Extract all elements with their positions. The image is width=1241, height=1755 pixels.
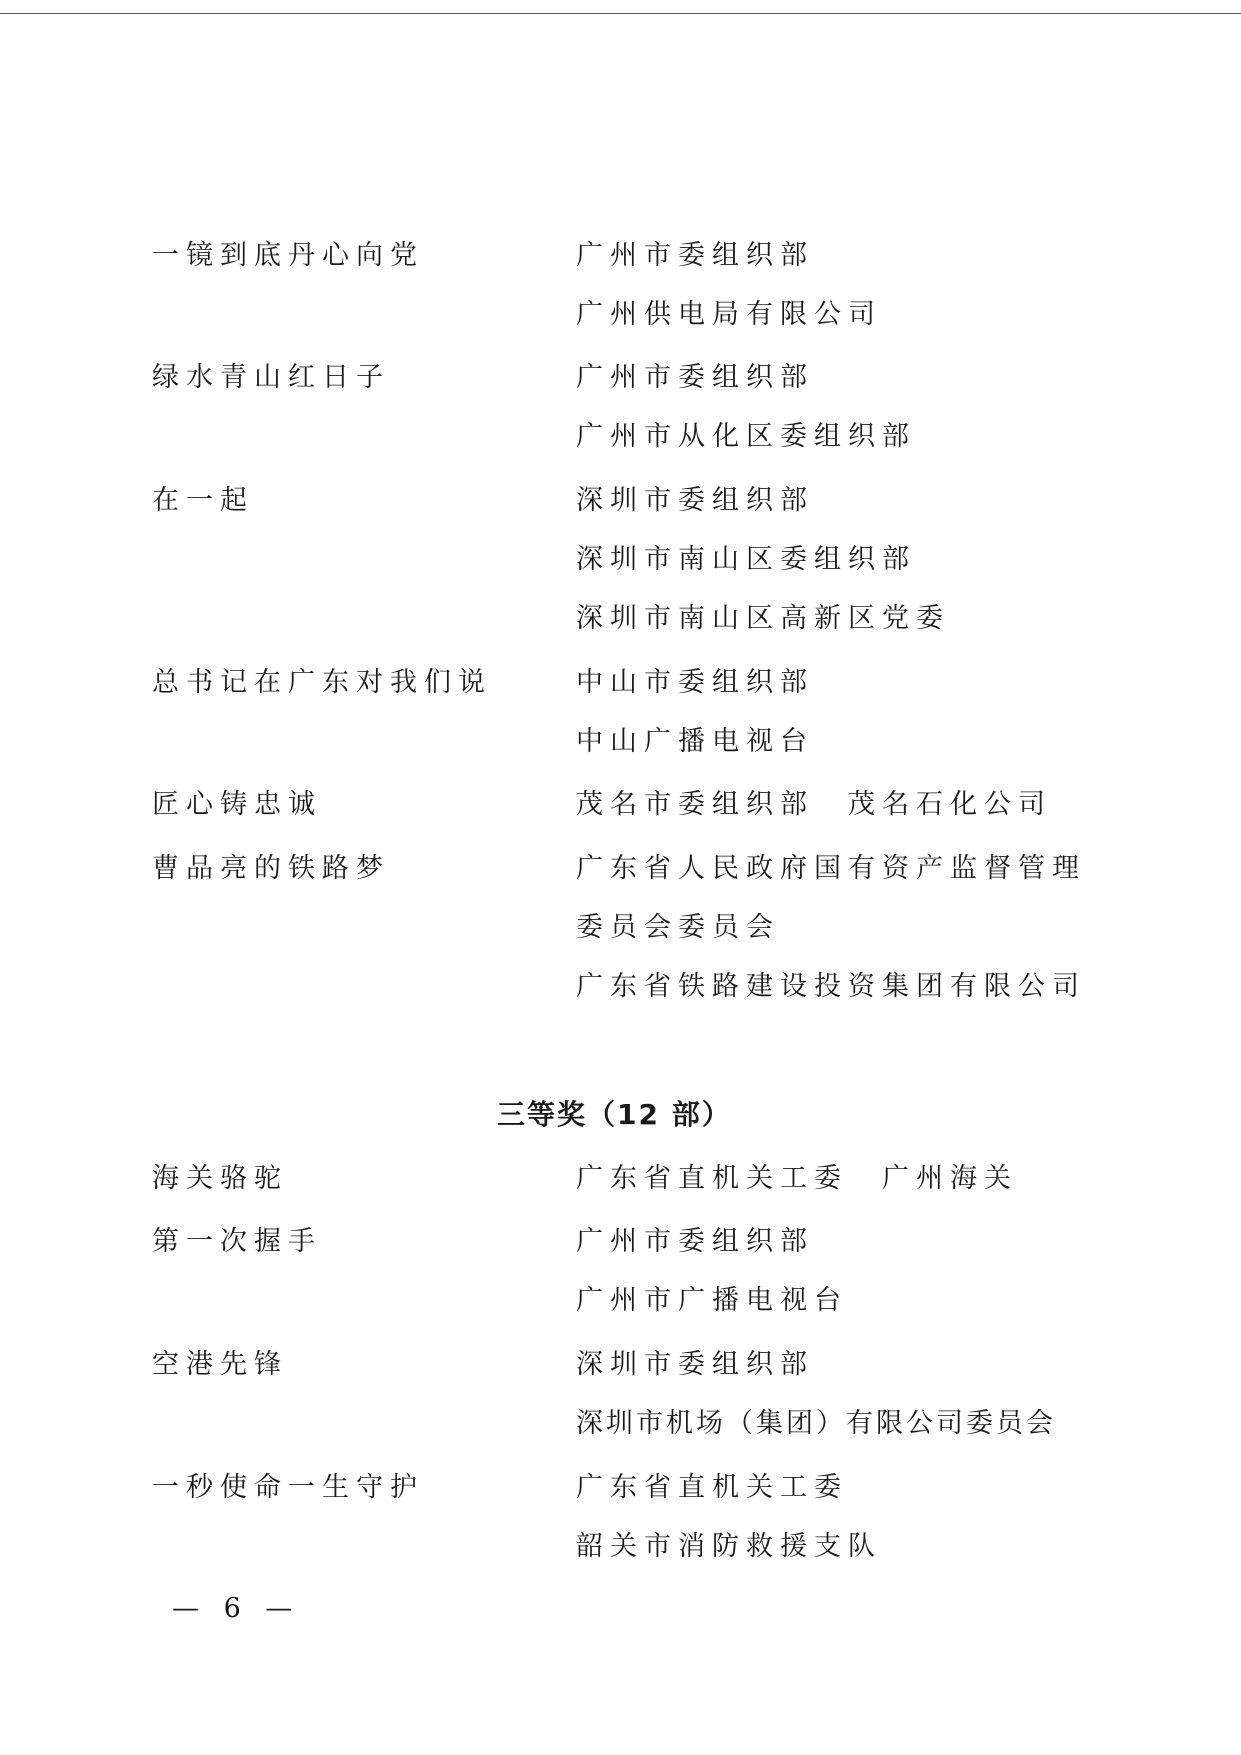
entry-org: 深圳市机场（集团）有限公司委员会 xyxy=(576,1408,1056,1439)
entry-title: 空港先锋 xyxy=(152,1349,288,1380)
entry-title: 绿水青山红日子 xyxy=(152,362,390,393)
entry-title: 第一次握手 xyxy=(152,1226,322,1257)
entry-org: 深圳市委组织部 xyxy=(576,1349,814,1380)
entry-org: 广州市委组织部 xyxy=(576,362,814,393)
entry-title: 在一起 xyxy=(152,485,254,516)
entry-org: 广州市从化区委组织部 xyxy=(576,421,916,452)
entry-title: 曹品亮的铁路梦 xyxy=(152,853,390,884)
entry-org: 广州市委组织部 xyxy=(576,240,814,271)
entry-org: 广州供电局有限公司 xyxy=(576,299,882,330)
entry-org: 茂名市委组织部 茂名石化公司 xyxy=(576,789,1052,820)
entry-org: 中山市委组织部 xyxy=(576,667,814,698)
entry-title: 匠心铸忠诚 xyxy=(152,789,322,820)
entry-org: 深圳市委组织部 xyxy=(576,485,814,516)
page-number: — 6 — xyxy=(172,1593,301,1624)
top-rule xyxy=(0,13,1241,14)
entry-title: 一秒使命一生守护 xyxy=(152,1472,424,1503)
entry-title: 海关骆驼 xyxy=(152,1163,288,1194)
entry-org: 广州市广播电视台 xyxy=(576,1285,848,1316)
entry-org: 深圳市南山区高新区党委 xyxy=(576,603,950,634)
entry-org: 广东省直机关工委 广州海关 xyxy=(576,1163,1018,1194)
entry-org: 深圳市南山区委组织部 xyxy=(576,544,916,575)
entry-org: 广东省直机关工委 xyxy=(576,1472,848,1503)
entry-title: 总书记在广东对我们说 xyxy=(152,667,492,698)
entry-org: 广东省人民政府国有资产监督管理 xyxy=(576,853,1086,884)
entry-org: 韶关市消防救援支队 xyxy=(576,1531,882,1562)
entry-org: 委员会委员会 xyxy=(576,912,780,943)
entry-org: 广州市委组织部 xyxy=(576,1226,814,1257)
third-prize-heading: 三等奖（12 部） xyxy=(497,1098,732,1131)
entry-org: 中山广播电视台 xyxy=(576,726,814,757)
entry-org: 广东省铁路建设投资集团有限公司 xyxy=(576,971,1086,1002)
entry-title: 一镜到底丹心向党 xyxy=(152,240,424,271)
